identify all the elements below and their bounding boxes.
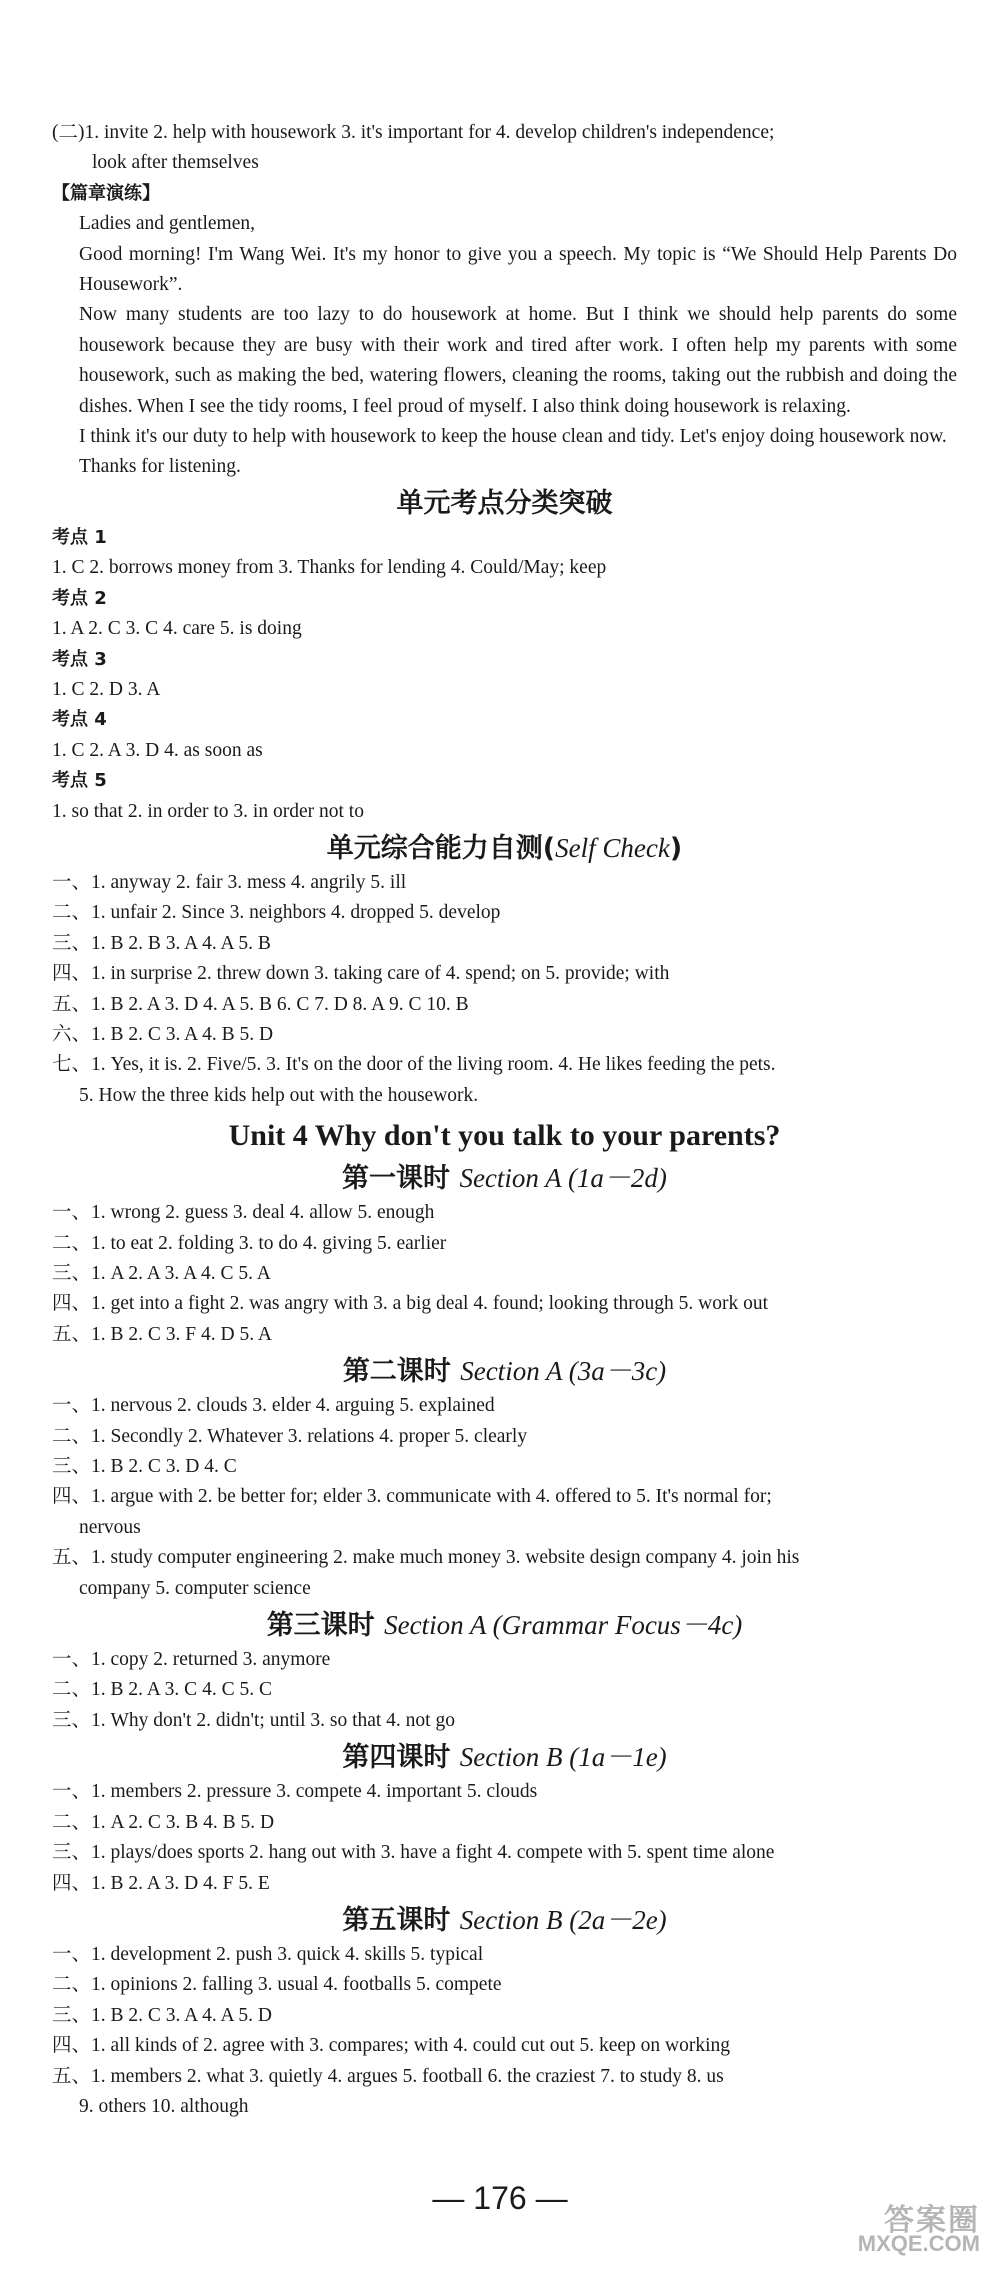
self-check-heading-close: ): [669, 832, 683, 864]
unit-points-heading: 单元考点分类突破: [396, 487, 613, 519]
lesson-heading-en: Section A (1a－2d): [459, 1163, 667, 1194]
self-check-heading-en: Self Check: [555, 832, 670, 863]
answer-line: 一、1. anyway 2. fair 3. mess 4. angrily 5. ill: [52, 871, 407, 893]
answer-continuation: 9. others 10. although: [79, 2095, 249, 2117]
speech-closing: Thanks for listening.: [79, 456, 241, 478]
lesson-heading-cn: 第三课时: [266, 1610, 375, 1642]
lesson-heading-en: Section A (Grammar Focus－4c): [384, 1610, 743, 1641]
answer-line: 一、1. development 2. push 3. quick 4. skills 5. typical: [52, 1943, 484, 1965]
page-content: [52, 118, 957, 2122]
lesson-heading-en: Section B (2a－2e): [459, 1904, 667, 1935]
lesson-heading: [52, 1607, 957, 1644]
answer-line: 五、1. study computer engineering 2. make much money 3. website design company 4. join his: [52, 1547, 800, 1569]
answer-line: 四、1. in surprise 2. threw down 3. taking care of 4. spend; on 5. provide; with: [52, 963, 670, 985]
answer-line: 三、1. B 2. C 3. D 4. C: [52, 1456, 237, 1478]
answer-line: 五、1. members 2. what 3. quietly 4. argues 5. football 6. the craziest 7. to study 8. us: [52, 2065, 724, 2087]
point-label: 考点 4: [52, 709, 107, 731]
answer-line: 五、1. B 2. A 3. D 4. A 5. B 6. C 7. D 8. A 9. C 10. B: [52, 993, 469, 1015]
point-answer: 1. C 2. borrows money from 3. Thanks for lending 4. Could/May; keep: [52, 557, 607, 579]
lesson-heading-en: Section A (3a－3c): [460, 1356, 667, 1387]
answer-line: 三、1. plays/does sports 2. hang out with 3. have a fight 4. compete with 5. spent time alone: [52, 1842, 775, 1864]
answer-line: 二、1. opinions 2. falling 3. usual 4. footballs 5. compete: [52, 1974, 502, 1996]
point-label: 考点 3: [52, 648, 107, 670]
speech-paragraph-1: Good morning! I'm Wang Wei. It's my honor to give you a speech. My topic is “We Should Help Parents Do Housework”.: [79, 243, 957, 296]
answer-line: 七、1. Yes, it is. 2. Five/5. 3. It's on the door of the living room. 4. He likes feeding the pets.: [52, 1054, 776, 1076]
speech-paragraph-2: Now many students are too lazy to do housework at home. But I think we should help parents do some housework because they are busy with their work and tired after work. I often help my parents with some housework, such as making the bed, watering flowers, cleaning the rooms, taking out the rubbish and doing the dishes. When I see the tidy rooms, I feel proud of myself. I also think doing housework is relaxing.: [79, 304, 957, 417]
unit-points-list: [52, 523, 957, 827]
lesson-heading-cn: 第五课时: [342, 1904, 451, 1936]
speech-greeting: Ladies and gentlemen,: [79, 213, 255, 235]
answer-line: 三、1. B 2. B 3. A 4. A 5. B: [52, 932, 271, 954]
lesson-heading-cn: 第一课时: [342, 1163, 451, 1195]
unit-title: Unit 4 Why don't you talk to your parents?: [228, 1119, 781, 1153]
answer-line: 六、1. B 2. C 3. A 4. B 5. D: [52, 1023, 274, 1045]
answer-line: 二、1. unfair 2. Since 3. neighbors 4. dropped 5. develop: [52, 902, 501, 924]
lessons: [52, 1160, 957, 2122]
lesson-heading: [52, 1902, 957, 1939]
answer-line: 五、1. B 2. C 3. F 4. D 5. A: [52, 1323, 272, 1345]
answer-line: 一、1. wrong 2. guess 3. deal 4. allow 5. enough: [52, 1202, 435, 1224]
self-check-heading-cn: 单元综合能力自测(: [326, 832, 556, 864]
answer-line: 一、1. nervous 2. clouds 3. elder 4. arguing 5. explained: [52, 1395, 495, 1417]
point-label: 考点 2: [52, 587, 107, 609]
answer-line: 三、1. Why don't 2. didn't; until 3. so that 4. not go: [52, 1709, 455, 1731]
practice-label: 【篇章演练】: [52, 182, 160, 204]
answer-line: 二、1. Secondly 2. Whatever 3. relations 4. proper 5. clearly: [52, 1425, 528, 1447]
watermark-logo: [755, 2195, 980, 2257]
point-answer: 1. so that 2. in order to 3. in order not to: [52, 800, 364, 822]
lesson-heading-en: Section B (1a－1e): [459, 1742, 667, 1773]
point-label: 考点 5: [52, 770, 107, 792]
point-label: 考点 1: [52, 526, 107, 548]
lesson-heading: [52, 1353, 957, 1390]
point-answer: 1. C 2. D 3. A: [52, 678, 161, 700]
speech-paragraph-3: I think it's our duty to help with housework to keep the house clean and tidy. Let's enjoy doing housework now.: [79, 426, 947, 448]
self-check-continuation: 5. How the three kids help out with the housework.: [79, 1084, 479, 1106]
point-answer: 1. A 2. C 3. C 4. care 5. is doing: [52, 618, 302, 640]
self-check-list: [52, 868, 957, 1081]
answer-line: 四、1. get into a fight 2. was angry with 3. a big deal 4. found; looking through 5. work out: [52, 1293, 768, 1315]
intro-line-1: (二)1. invite 2. help with housework 3. it's important for 4. develop children's independence;: [52, 122, 775, 143]
lesson-heading-cn: 第四课时: [342, 1742, 451, 1774]
answer-continuation: nervous: [79, 1516, 141, 1538]
lesson-heading-cn: 第二课时: [342, 1356, 451, 1388]
watermark-logo-text: 答案圈: [884, 2204, 980, 2237]
answer-line: 二、1. B 2. A 3. C 4. C 5. C: [52, 1679, 272, 1701]
answer-line: 二、1. A 2. C 3. B 4. B 5. D: [52, 1811, 275, 1833]
intro-line-2: look after themselves: [92, 152, 259, 174]
self-check-heading: [52, 830, 957, 867]
answer-line: 二、1. to eat 2. folding 3. to do 4. giving 5. earlier: [52, 1232, 447, 1254]
lesson-heading: [52, 1739, 957, 1776]
answer-line: 四、1. argue with 2. be better for; elder 3. communicate with 4. offered to 5. It's normal for;: [52, 1486, 772, 1508]
answer-line: 一、1. members 2. pressure 3. compete 4. important 5. clouds: [52, 1781, 538, 1803]
page-number: — 176 —: [432, 2180, 568, 2216]
answer-line: 三、1. B 2. C 3. A 4. A 5. D: [52, 2004, 272, 2026]
answer-line: 三、1. A 2. A 3. A 4. C 5. A: [52, 1263, 271, 1284]
watermark-url: MXQE.COM: [857, 2231, 980, 2256]
point-answer: 1. C 2. A 3. D 4. as soon as: [52, 739, 263, 761]
answer-line: 四、1. all kinds of 2. agree with 3. compares; with 4. could cut out 5. keep on working: [52, 2035, 731, 2057]
answer-line: 一、1. copy 2. returned 3. anymore: [52, 1649, 331, 1671]
lesson-heading: [52, 1160, 957, 1197]
answer-line: 四、1. B 2. A 3. D 4. F 5. E: [52, 1872, 270, 1894]
answer-continuation: company 5. computer science: [79, 1577, 311, 1599]
